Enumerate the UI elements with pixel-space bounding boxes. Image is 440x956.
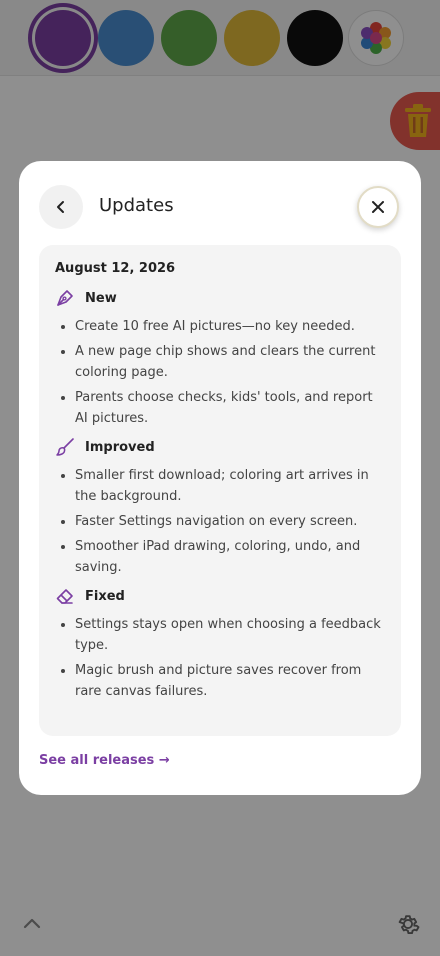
- chevron-left-icon: [54, 200, 68, 214]
- back-button[interactable]: [39, 185, 83, 229]
- close-button[interactable]: [357, 186, 399, 228]
- section-title: New: [85, 290, 117, 306]
- dialog-title: Updates: [99, 195, 174, 216]
- list-item: Faster Settings navigation on every screen.: [55, 511, 385, 532]
- release-date: August 12, 2026: [55, 261, 176, 276]
- eraser-icon: [55, 586, 75, 606]
- list-item: Create 10 free AI pictures—no key needed.: [55, 316, 385, 337]
- updates-dialog: [19, 161, 421, 795]
- list-item: Settings stays open when choosing a feedback type.: [55, 614, 385, 656]
- list-item: Magic brush and picture saves recover from rare canvas failures.: [55, 660, 385, 702]
- section-new: [55, 288, 385, 429]
- section-fixed: [55, 586, 385, 702]
- list-item: Parents choose checks, kids' tools, and report AI pictures.: [55, 387, 385, 429]
- section-title: Improved: [85, 439, 155, 455]
- close-icon: [371, 200, 385, 214]
- paintbrush-icon: [55, 437, 75, 457]
- see-all-releases-link[interactable]: See all releases →: [39, 753, 170, 768]
- list-item: Smaller first download; coloring art arrives in the background.: [55, 465, 385, 507]
- list-item: Smoother iPad drawing, coloring, undo, and saving.: [55, 536, 385, 578]
- section-improved: [55, 437, 385, 578]
- list-item: A new page chip shows and clears the current coloring page.: [55, 341, 385, 383]
- pen-nib-icon: [55, 288, 75, 308]
- release-notes-card: [39, 245, 401, 736]
- section-title: Fixed: [85, 588, 125, 604]
